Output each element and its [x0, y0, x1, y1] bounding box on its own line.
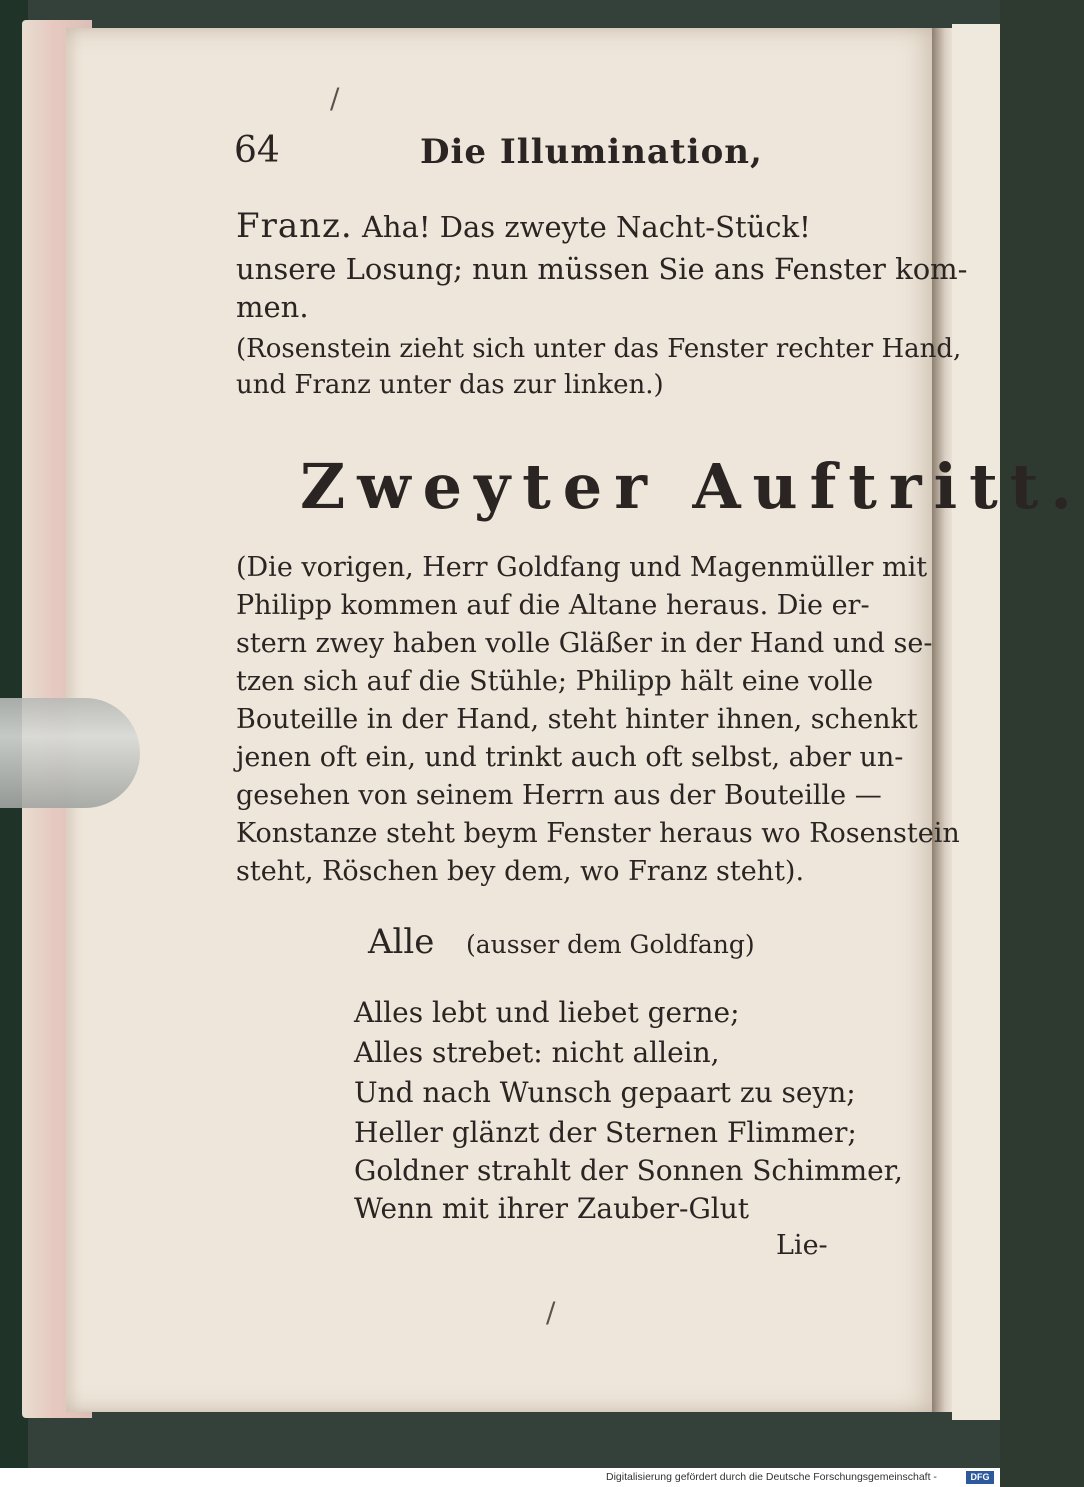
verse-line: Und nach Wunsch gepaart zu seyn; [354, 1076, 856, 1109]
song-note: (ausser dem Goldfang) [466, 930, 755, 959]
scene-stage-line: steht, Röschen bey dem, wo Franz steht). [236, 856, 805, 887]
dialogue-line [236, 206, 811, 246]
dialogue-line: unsere Losung; nun müssen Sie ans Fenster kom- [236, 252, 968, 286]
funding-credit: Digitalisierung gefördert durch die Deutsche Forschungsgemeinschaft - [606, 1471, 937, 1483]
ink-mark: / [546, 1296, 556, 1329]
scene-stage-line: tzen sich auf die Stühle; Philipp hält eine volle [236, 666, 874, 697]
verse-line: Goldner strahlt der Sonnen Schimmer, [354, 1154, 903, 1187]
scene-heading: Zweyter Auftritt. [300, 450, 1084, 523]
scene-stage-line: gesehen von seinem Herrn aus der Bouteille — [236, 780, 882, 811]
verse-line: Alles lebt und liebet gerne; [354, 996, 740, 1029]
stage-direction: (Rosenstein zieht sich unter das Fenster rechter Hand, [236, 334, 962, 364]
running-head: Die Illumination, [420, 132, 763, 172]
digitization-footer [0, 1468, 1000, 1487]
scene-stage-line: Bouteille in der Hand, steht hinter ihnen, schenkt [236, 704, 918, 735]
page-holder-clip [0, 698, 140, 808]
ink-mark: / [330, 82, 340, 115]
song-speaker: Alle [368, 922, 435, 962]
dialogue-line: men. [236, 290, 309, 324]
facing-page-edge [952, 24, 1000, 1420]
dialogue-text: Aha! Das zweyte Nacht-Stück! [361, 210, 811, 244]
page-number: 64 [234, 130, 280, 171]
scene-stage-line: Konstanze steht beym Fenster heraus wo Rosenstein [236, 818, 960, 849]
scene-stage-line: jenen oft ein, und trinkt auch oft selbst, aber un- [236, 742, 904, 773]
catchword: Lie- [776, 1230, 828, 1261]
dfg-logo: DFG [966, 1471, 994, 1484]
scene-stage-line: stern zwey haben volle Gläßer in der Hand und se- [236, 628, 933, 659]
speaker-name: Franz. [236, 206, 353, 246]
scene-stage-line: (Die vorigen, Herr Goldfang und Magenmüller mit [236, 552, 928, 583]
scene-stage-line: Philipp kommen auf die Altane heraus. Die er- [236, 590, 870, 621]
verse-line: Heller glänzt der Sternen Flimmer; [354, 1116, 857, 1149]
verse-line: Alles strebet: nicht allein, [354, 1036, 720, 1069]
verse-line: Wenn mit ihrer Zauber-Glut [354, 1192, 750, 1225]
stage-direction: und Franz unter das zur linken.) [236, 370, 664, 400]
page-gutter [932, 28, 954, 1412]
